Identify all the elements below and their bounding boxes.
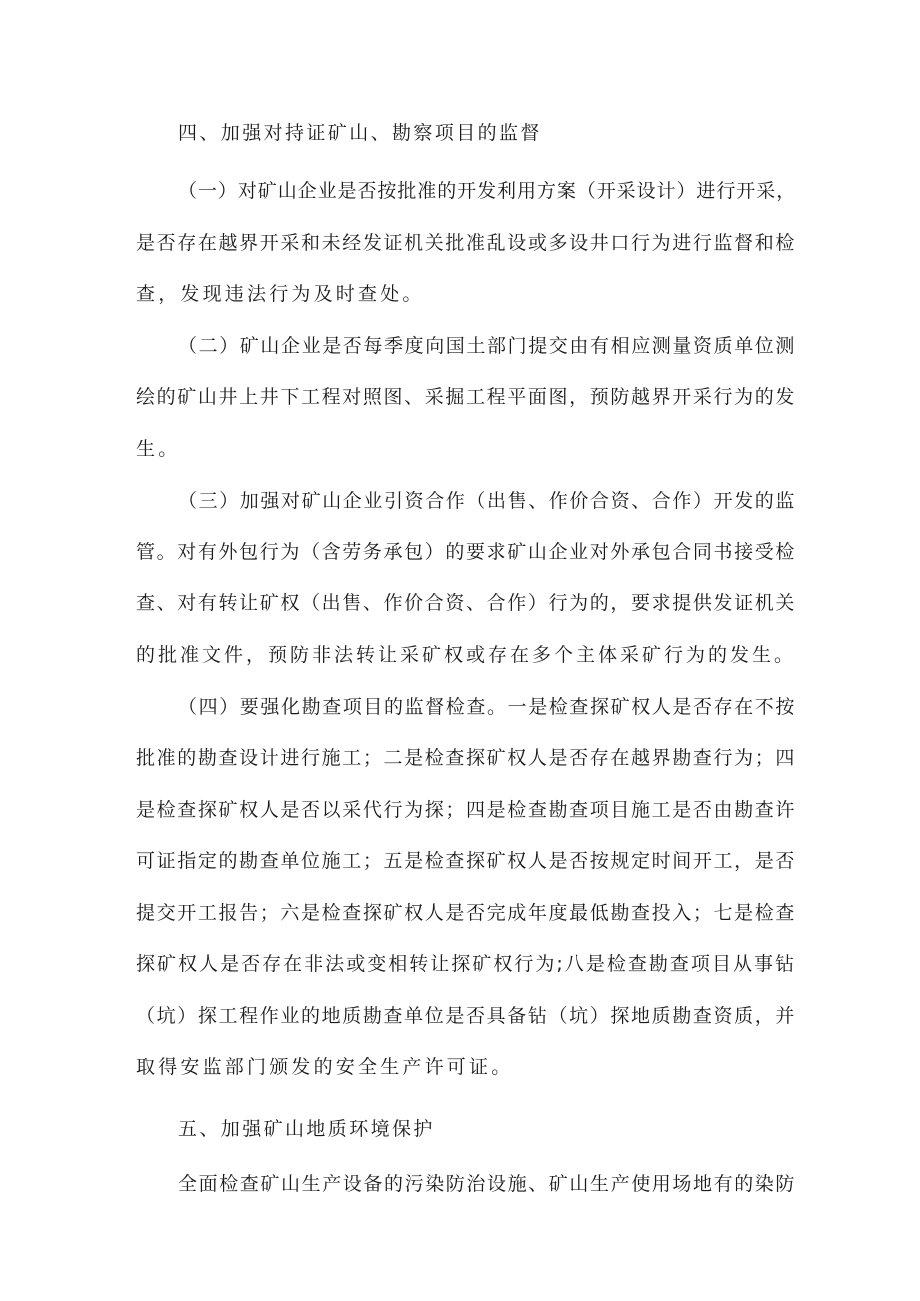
paragraph-line: 提交开工报告；六是检查探矿权人是否完成年度最低勘查投入；七是检查 <box>136 902 796 924</box>
paragraph-line: 绘的矿山井上井下工程对照图、采掘工程平面图，预防越界开采行为的发 <box>136 386 796 408</box>
paragraph-line: 是否存在越界开采和未经发证机关批准乱设或多设井口行为进行监督和检 <box>136 232 796 254</box>
paragraph-line: 全面检查矿山生产设备的污染防治设施、矿山生产使用场地有的染防 <box>178 1173 797 1195</box>
paragraph-line: 查、对有转让矿权（出售、作价合资、合作）行为的，要求提供发证机关 <box>136 592 796 614</box>
paragraph-line: 的批准文件，预防非法转让采矿权或存在多个主体采矿行为的发生。 <box>136 644 797 666</box>
paragraph-line: （四）要强化勘查项目的监督检查。一是检查探矿权人是否存在不按 <box>178 696 797 718</box>
section-4-heading: 四、加强对持证矿山、勘察项目的监督 <box>178 122 542 144</box>
paragraph-line: 可证指定的勘查单位施工；五是检查探矿权人是否按规定时间开工，是否 <box>136 850 796 872</box>
section-5-heading: 五、加强矿山地质环境保护 <box>178 1118 435 1140</box>
paragraph-line: （坑）探工程作业的地质勘查单位是否具备钻（坑）探地质勘查资质，并 <box>136 1005 796 1027</box>
paragraph-line: （一）对矿山企业是否按批准的开发利用方案（开采设计）进行开采， <box>178 180 796 202</box>
paragraph-line: 生。 <box>136 438 181 460</box>
paragraph-line: 取得安监部门颁发的安全生产许可证。 <box>136 1056 514 1078</box>
paragraph-line: （二）矿山企业是否每季度向国土部门提交由有相应测量资质单位测 <box>178 335 797 357</box>
paragraph-line: 是检查探矿权人是否以采代行为探；四是检查勘查项目施工是否由勘查许 <box>136 799 796 821</box>
paragraph-line: 管。对有外包行为（含劳务承包）的要求矿山企业对外承包合同书接受检 <box>136 541 796 563</box>
paragraph-line: 查，发现违法行为及时查处。 <box>136 283 425 305</box>
paragraph-line: 批准的勘查设计进行施工；二是检查探矿权人是否存在越界勘查行为；四 <box>136 747 796 769</box>
paragraph-line: （三）加强对矿山企业引资合作（出售、作价合资、合作）开发的监 <box>178 490 797 512</box>
paragraph-line: 探矿权人是否存在非法或变相转让探矿权行为;八是检查勘查项目从事钻 <box>136 953 796 975</box>
